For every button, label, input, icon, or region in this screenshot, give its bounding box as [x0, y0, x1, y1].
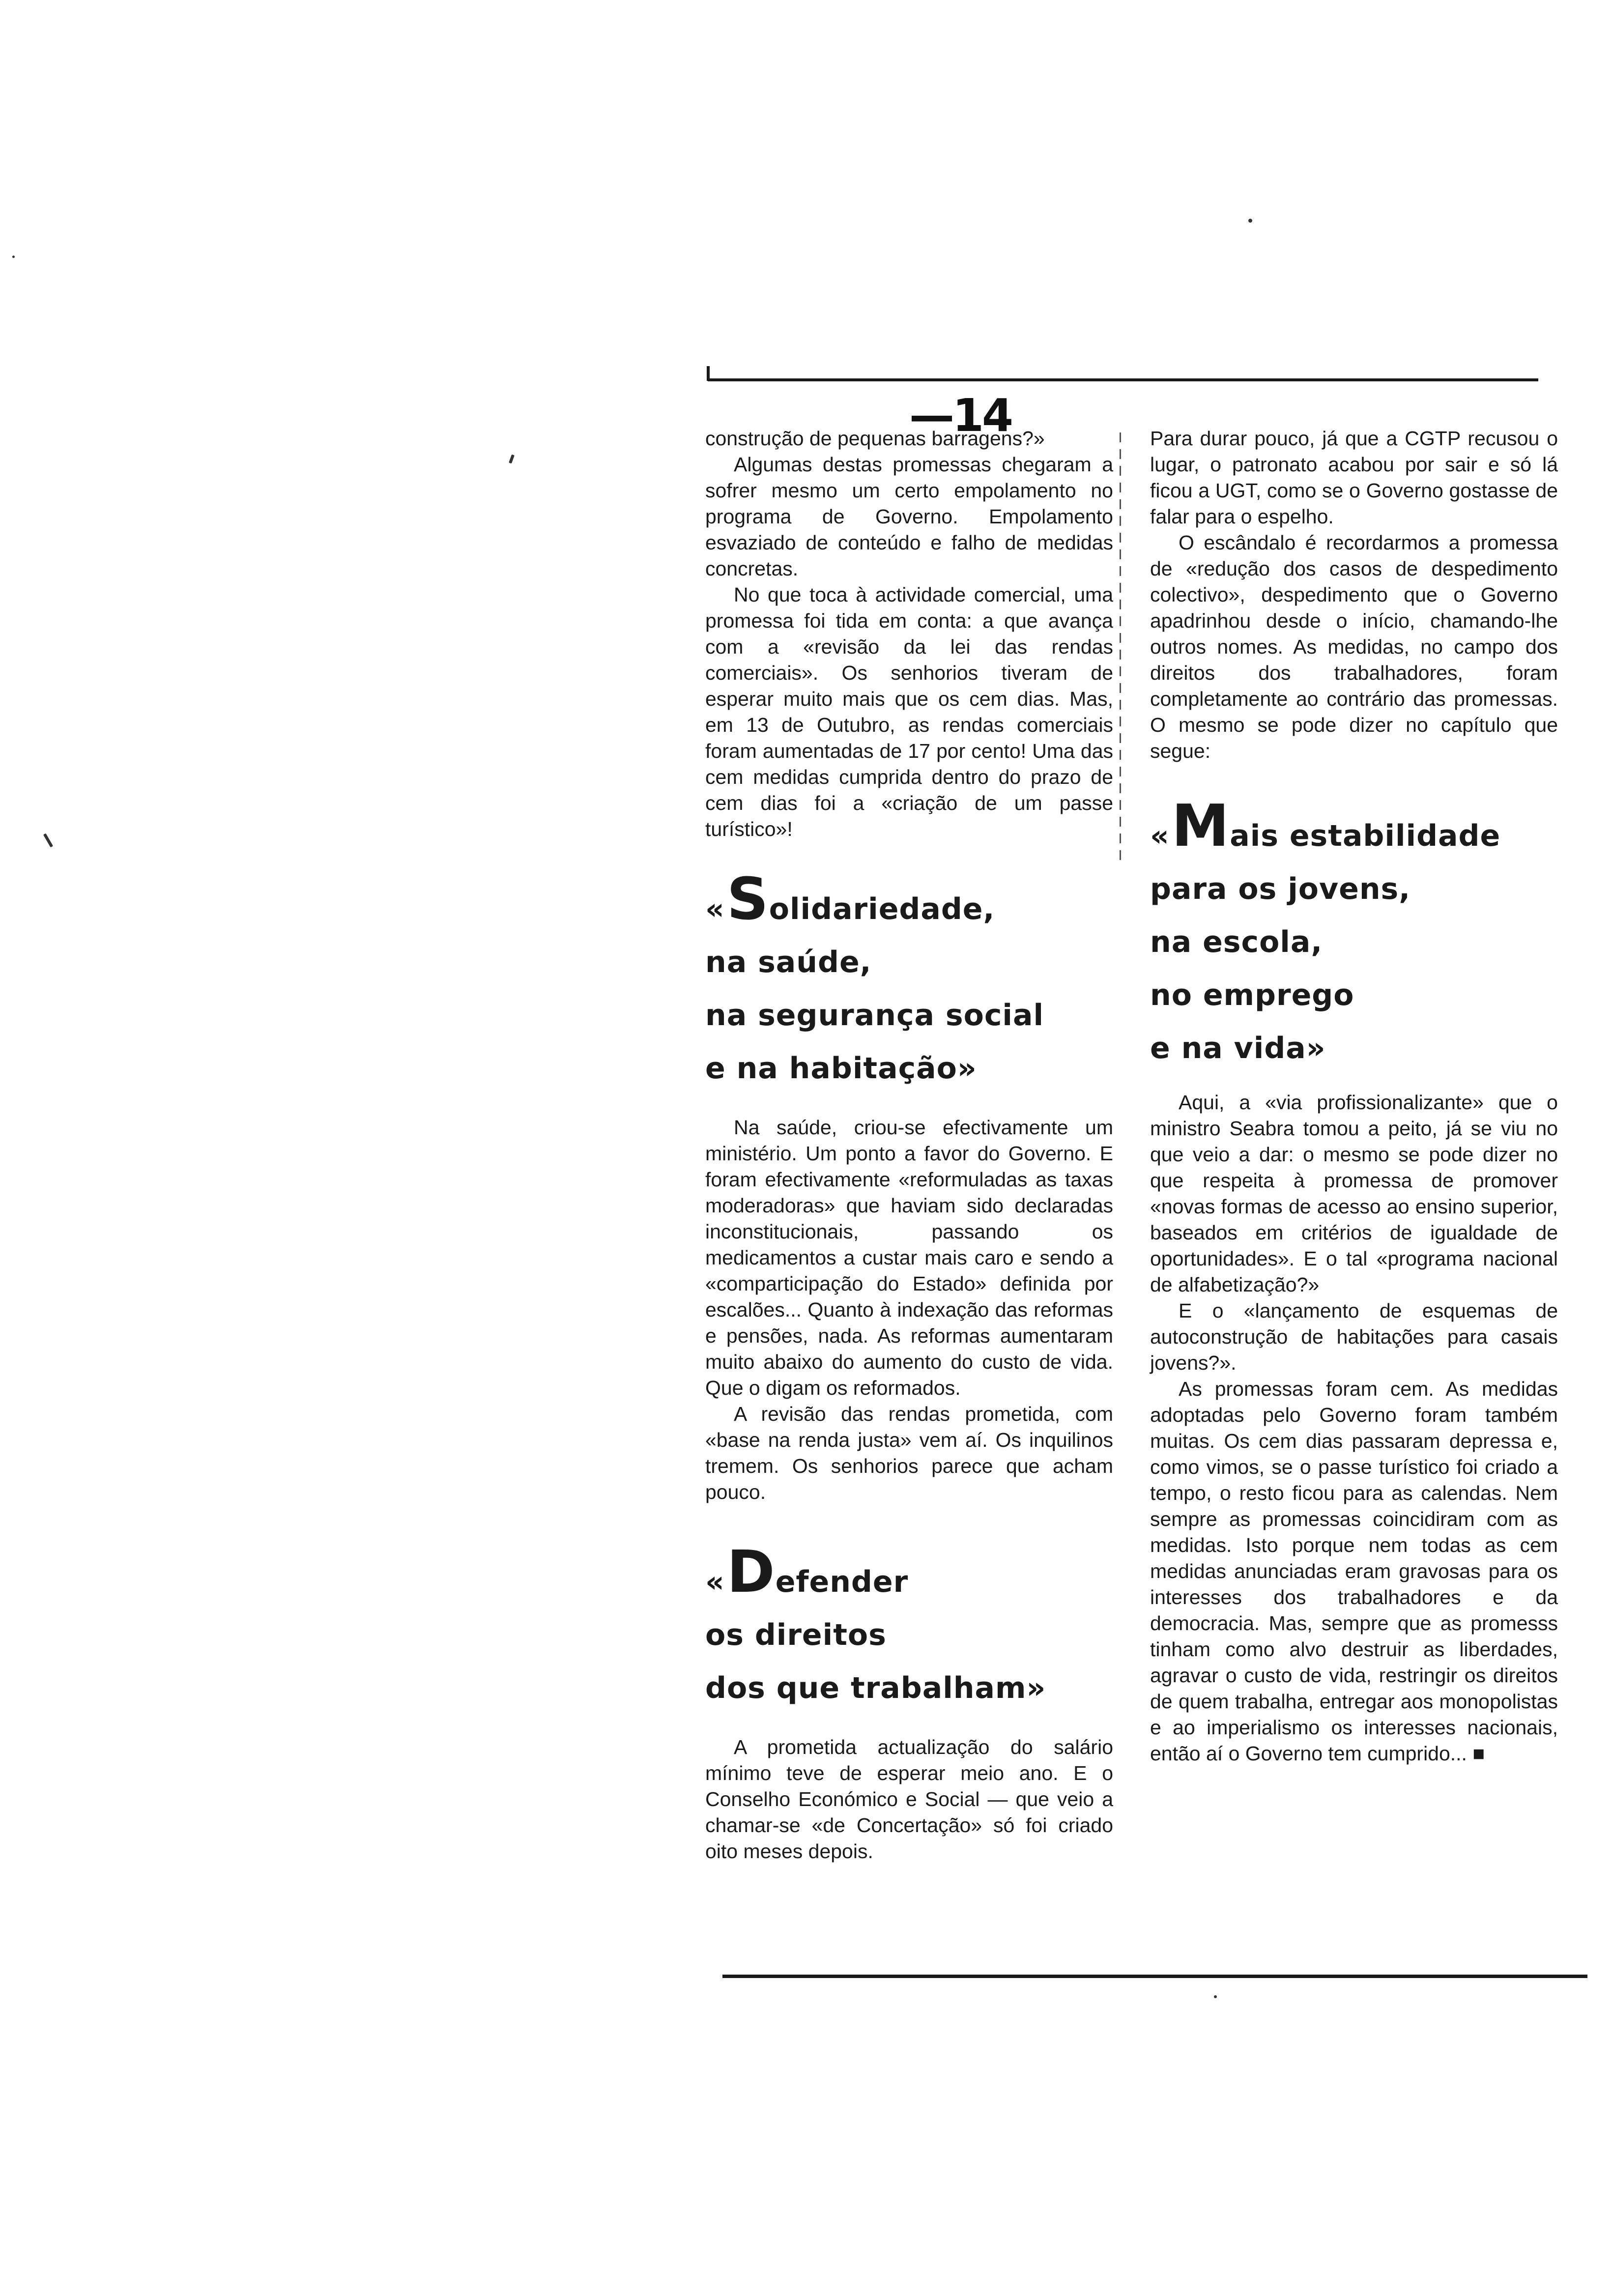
left-paragraph-5: A revisão das rendas prometida, com «base na renda justa» vem aí. Os inquilinos tremem. Os senhorios parece que acham pouco.: [705, 1403, 1113, 1503]
top-rule: [708, 378, 1538, 381]
heading-line: [1150, 792, 1558, 862]
left-column: [705, 426, 1113, 1865]
page-number: —14: [909, 389, 1012, 442]
heading-line: [705, 1538, 1113, 1608]
heading-solidariedade: [705, 865, 1113, 1095]
left-paragraph-3: No que toca à actividade comercial, uma promessa foi tida em conta: a que avança com a «revisão da lei das rendas comerciais». Os senhorios tiveram de esperar muito mais que os cem dias. Mas, em 13 de Outubro, as rendas comerciais foram aumentadas de 17 por cento! Uma das cem medidas cumprida dentro do prazo de cem dias foi a «criação de um passe turístico»!: [705, 583, 1113, 840]
heading-line: na saúde,: [705, 945, 872, 979]
heading-initial: M: [1171, 792, 1230, 860]
heading-text: olidariedade,: [769, 892, 995, 926]
right-paragraph-5: As promessas foram cem. As medidas adoptadas pelo Governo foram também muitas. Os cem dias passaram depressa e, como vimos, se o passe turístico foi criado a tempo, o resto ficou para as calendas. Nem sempre as promessas coincidiram com as medidas. Isto porque nem todas as cem medidas anunciadas eram gravosas para os interesses dos trabalhadores e da democracia. Mas, sempre que as promesss tinham como alvo destruir as liberdades, agravar o custo de vida, restringir os direitos de quem trabalha, entregar aos monopolistas e ao imperialismo os interesses nacionais, então aí o Governo tem cumprido... ■: [1150, 1378, 1558, 1765]
bottom-rule: [722, 1975, 1587, 1978]
heading-line: os direitos: [705, 1618, 887, 1652]
left-paragraph-4: Na saúde, criou-se efectivamente um ministério. Um ponto a favor do Governo. E foram efectivamente «reformuladas as taxas moderadoras» que haviam sido declaradas inconstitucionais, passando os medicamentos a custar mais caro e sendo a «comparticipação do Estado» definida por escalões... Quanto à indexação das reformas e pensões, nada. As reformas aumentaram muito abaixo do aumento do custo de vida. Que o digam os reformados.: [705, 1116, 1113, 1399]
heading-quote: «: [705, 1565, 725, 1599]
left-paragraph-2: Algumas destas promessas chegaram a sofrer mesmo um certo empolamento no programa de Governo. Empolamento esvaziado de conteúdo e falho de medidas concretas.: [705, 453, 1113, 580]
right-paragraph-4: E o «lançamento de esquemas de autoconstrução de habitações para casais jovens?».: [1150, 1299, 1558, 1374]
scan-speck: [1248, 219, 1252, 223]
heading-line: e na habitação»: [705, 1051, 977, 1086]
heading-text: efender: [775, 1565, 909, 1599]
heading-initial: D: [726, 1538, 776, 1606]
right-paragraph-1: Para durar pouco, já que a CGTP recusou o lugar, o patronato acabou por sair e só lá ficou a UGT, como se o Governo gostasse de falar para o espelho.: [1150, 427, 1558, 528]
column-divider: [1120, 432, 1121, 860]
heading-line: [705, 865, 1113, 936]
left-paragraph-6: A prometida actualização do salário mínimo teve de esperar meio ano. E o Conselho Económico e Social — que veio a chamar-se «de Concertação» só foi criado oito meses depois.: [705, 1736, 1113, 1863]
right-paragraph-3: Aqui, a «via profissionalizante» que o ministro Seabra tomou a peito, já se viu no que veio a dar: o mesmo se pode dizer no que respeita à promessa de promover «novas formas de acesso ao ensino superior, baseados em critérios de igualdade de oportunidades». E o tal «programa nacional de alfabetização?»: [1150, 1091, 1558, 1296]
right-column: [1150, 426, 1558, 1767]
scan-speck: [43, 833, 53, 848]
scan-speck: [1214, 1995, 1217, 1998]
scan-speck: [12, 256, 15, 258]
scan-speck: [509, 455, 515, 464]
heading-defender: [705, 1538, 1113, 1715]
heading-line: na escola,: [1150, 925, 1323, 959]
heading-quote: «: [705, 892, 725, 926]
heading-line: no emprego: [1150, 978, 1354, 1012]
heading-estabilidade: [1150, 792, 1558, 1075]
heading-initial: S: [726, 865, 769, 933]
left-paragraph-1: construção de pequenas barragens?»: [705, 427, 1045, 450]
heading-line: e na vida»: [1150, 1031, 1326, 1065]
heading-line: para os jovens,: [1150, 872, 1411, 906]
heading-text: ais estabilidade: [1230, 819, 1501, 853]
heading-quote: «: [1150, 819, 1170, 853]
top-rule-tick: [707, 366, 710, 381]
heading-line: na segurança social: [705, 998, 1044, 1033]
right-paragraph-2: O escândalo é recordarmos a promessa de «redução dos casos de despedimento colectivo», despedimento que o Governo apadrinhou desde o início, chamando-lhe outros nomes. As medidas, no campo dos direitos dos trabalhadores, foram completamente ao contrário das promessas. O mesmo se pode dizer no capítulo que segue:: [1150, 531, 1558, 762]
heading-line: dos que trabalham»: [705, 1671, 1046, 1705]
